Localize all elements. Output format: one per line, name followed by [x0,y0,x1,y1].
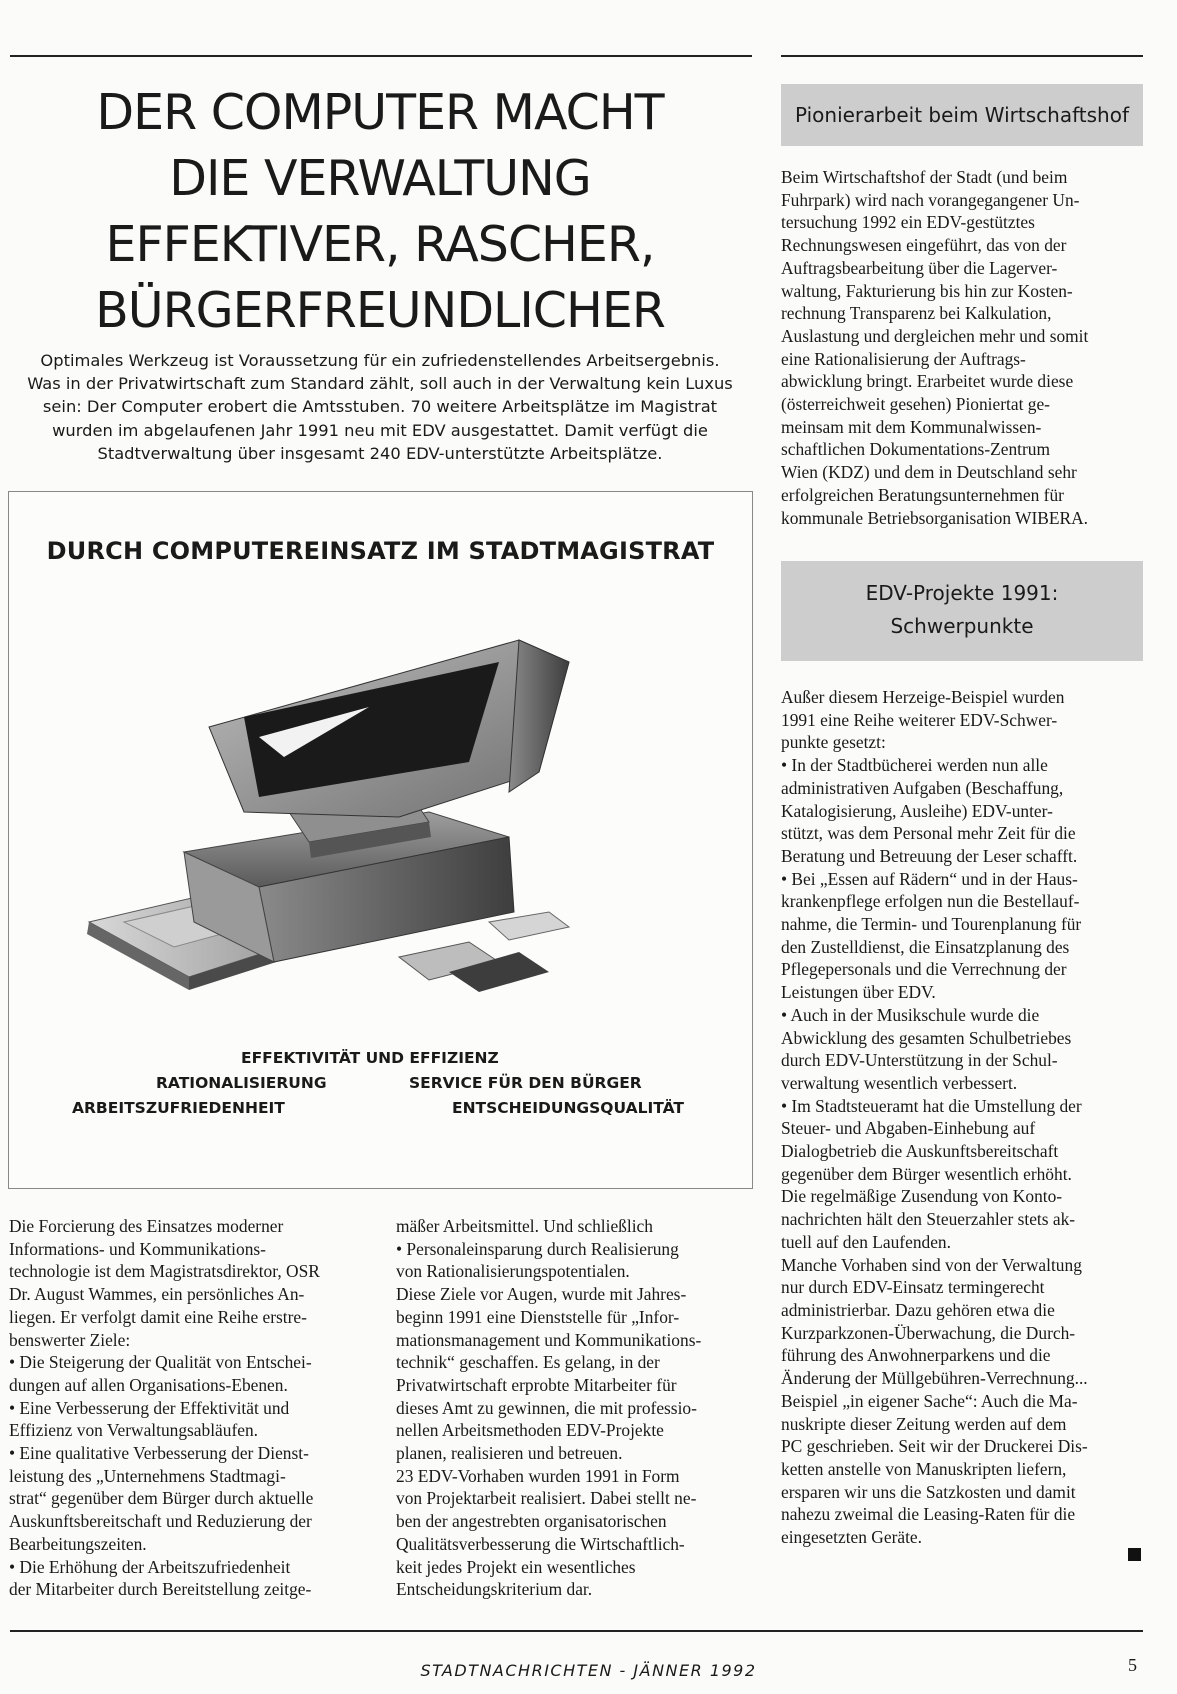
text-line: schaftlichen Dokumentations-Zentrum [781,439,1050,460]
text-line: administrierbar. Dazu gehören etwa die [781,1299,1055,1320]
keyword-arbeitszufriedenheit: ARBEITSZUFRIEDENHEIT [72,1099,285,1117]
text-line: Manche Vorhaben sind von der Verwaltung [781,1254,1082,1275]
lead-line: Was in der Privatwirtschaft zum Standard zählt, soll auch in der Verwaltung kein Luxus [27,374,733,394]
lead-paragraph [8,349,752,465]
sidebar-text-edv-projekte [781,686,1143,1549]
text-line: Beim Wirtschaftshof der Stadt (und beim [781,167,1068,187]
keyword-entscheidungsqualitaet: ENTSCHEIDUNGSQUALITÄT [452,1099,684,1117]
text-line: tersuchung 1992 ein EDV-gestütztes [781,212,1035,233]
lead-line: sein: Der Computer erobert die Amtsstuben. 70 weitere Arbeitsplätze im Magistrat [42,397,718,417]
text-line: verwaltung wesentlich verbessert. [781,1072,1018,1093]
sidebar-box-wirtschaftshof [781,84,1143,146]
text-line: eingesetzten Geräte. [781,1527,922,1548]
lead-line: wurden im abgelaufenen Jahr 1991 neu mit EDV ausgestattet. Damit verfügt die [52,420,708,440]
text-line: tuell auf den Laufenden. [781,1231,951,1252]
text-line: mationsmanagement und Kommunikations- [396,1329,702,1350]
bottom-rule [10,1630,1143,1632]
text-line: mäßer Arbeitsmittel. Und schließlich [396,1216,653,1236]
body-column-left [9,1215,363,1601]
text-line: administrativen Aufgaben (Beschaffung, [781,777,1064,798]
end-of-article-square-icon [1128,1548,1141,1561]
text-line: Auftragsbearbeitung über die Lagerver- [781,257,1058,278]
lead-line: Stadtverwaltung über insgesamt 240 EDV-unterstützte Arbeitsplätze. [97,443,663,463]
text-line: meinsam mit dem Kommunalwissen- [781,416,1042,437]
text-line: • Bei „Essen auf Rädern“ und in der Haus- [781,868,1078,889]
text-line: nahme, die Termin- und Tourenplanung für [781,914,1082,935]
text-line: Dialogbetrieb die Auskunftsbereitschaft [781,1141,1059,1162]
infobox-title: DURCH COMPUTEREINSATZ IM STADTMAGISTRAT [46,537,715,565]
text-line: Auskunftsbereitschaft und Reduzierung der [9,1511,312,1532]
body-column-middle [396,1215,751,1601]
text-line: waltung, Fakturierung bis hin zur Kosten- [781,280,1073,301]
text-line: der Mitarbeiter durch Bereitstellung zeitge- [9,1579,312,1600]
text-line: kommunale Betriebsorganisation WIBERA. [781,507,1089,528]
footer-masthead: STADTNACHRICHTEN - JÄNNER 1992 [420,1661,757,1680]
sidebar-box-edv-projekte [781,561,1143,661]
text-line: stützt, was dem Personal mehr Zeit für die [781,823,1076,844]
text-line: Änderung der Müllgebühren-Verrechnung... [781,1368,1088,1389]
text-line: keit jedes Projekt ein wesentliches [396,1556,636,1577]
text-line: Steuer- und Abgaben-Einhebung auf [781,1118,1036,1139]
text-line-last [781,1526,1143,1549]
text-line: Fuhrpark) wird nach vorangegangener Un- [781,189,1080,210]
text-line: Entscheidungskriterium dar. [396,1579,593,1600]
text-line: Außer diesem Herzeige-Beispiel wurden [781,687,1065,707]
text-line: Diese Ziele vor Augen, wurde mit Jahres- [396,1284,687,1305]
text-line: leistung des „Unternehmens Stadtmagi- [9,1465,286,1486]
text-line: Wien (KDZ) und dem in Deutschland sehr [781,462,1077,483]
keyword-effektivitaet: EFFEKTIVITÄT UND EFFIZIENZ [241,1049,499,1067]
text-line: von Projektarbeit realisiert. Dabei stellt ne- [396,1488,697,1509]
text-line: rechnung Transparenz bei Kalkulation, [781,303,1052,324]
headline [30,80,730,344]
text-line: Informations- und Kommunikations- [9,1238,266,1259]
text-line: führung des Anwohnerparkens und die [781,1345,1051,1366]
text-line: Leistungen über EDV. [781,982,936,1003]
computer-illustration-icon [69,622,669,1022]
text-line: ersparen wir uns die Satzkosten und damit [781,1481,1076,1502]
text-line: Auslastung und dergleichen mehr und somit [781,325,1089,346]
text-line: • Eine qualitative Verbesserung der Dienst- [9,1443,309,1464]
text-line: Beispiel „in eigener Sache“: Auch die Ma- [781,1390,1078,1411]
headline-line: DIE VERWALTUNG [169,150,591,207]
text-line: ben der angestrebten organisatorischen [396,1511,667,1532]
text-line: technologie ist dem Magistratsdirektor, OSR [9,1261,320,1282]
text-line: nellen Arbeitsmethoden EDV-Projekte [396,1420,664,1441]
text-line: technik“ geschaffen. Es gelang, in der [396,1352,660,1373]
text-line: planen, realisieren und betreuen. [396,1443,623,1464]
sidebar-text-wirtschaftshof [781,166,1143,529]
text-line: • Im Stadtsteueramt hat die Umstellung der [781,1095,1082,1116]
headline-line: DER COMPUTER MACHT [96,84,664,141]
text-line: • Die Steigerung der Qualität von Entschei- [9,1352,312,1373]
text-line: beginn 1991 eine Dienststelle für „Infor- [396,1306,680,1327]
text-line: benswerter Ziele: [9,1329,131,1350]
keyword-service: SERVICE FÜR DEN BÜRGER [409,1074,642,1092]
text-line: Effizienz von Verwaltungsabläufen. [9,1420,259,1441]
text-line: gegenüber dem Bürger wesentlich erhöht. [781,1163,1072,1184]
text-line: Katalogisierung, Ausleihe) EDV-unter- [781,800,1053,821]
text-line: abwicklung bringt. Erarbeitet wurde diese [781,371,1074,392]
text-line: Kurzparkzonen-Überwachung, die Durch- [781,1322,1076,1343]
sidebar-box2-line: EDV-Projekte 1991: [865,581,1059,605]
text-line: den Zustelldienst, die Einsatzplanung des [781,936,1070,957]
text-line: Die Forcierung des Einsatzes moderner [9,1216,284,1236]
text-line: • Personaleinsparung durch Realisierung [396,1238,679,1259]
keyword-rationalisierung: RATIONALISIERUNG [156,1074,327,1092]
text-line: Abwicklung des gesamten Schulbetriebes [781,1027,1072,1048]
text-line: punkte gesetzt: [781,732,886,753]
headline-line: EFFEKTIVER, RASCHER, [105,216,655,273]
text-line: krankenpflege erfolgen nun die Bestellauf- [781,891,1080,912]
text-line: • Die Erhöhung der Arbeitszufriedenheit [9,1556,291,1577]
text-line: • In der Stadtbücherei werden nun alle [781,755,1048,776]
text-line: von Rationalisierungspotentialen. [396,1261,630,1282]
text-line: (österreichweit gesehen) Pioniertat ge- [781,394,1050,415]
text-line: nur durch EDV-Einsatz termingerecht [781,1277,1045,1298]
lead-line: Optimales Werkzeug ist Voraussetzung für ein zufriedenstellendes Arbeitsergebnis. [40,351,720,370]
headline-line: BÜRGERFREUNDLICHER [95,282,665,339]
text-line: PC geschrieben. Seit wir der Druckerei Dis- [781,1436,1088,1457]
text-line: nuskripte dieser Zeitung werden auf dem [781,1413,1067,1434]
sidebar-box2-line: Schwerpunkte [890,614,1034,638]
text-line: Rechnungswesen eingeführt, das von der [781,235,1067,256]
text-line: Privatwirtschaft erprobte Mitarbeiter für [396,1374,677,1395]
text-line: • Auch in der Musikschule wurde die [781,1004,1040,1025]
text-line: Die regelmäßige Zusendung von Konto- [781,1186,1063,1207]
text-line: erfolgreichen Beratungsunternehmen für [781,484,1064,505]
text-line: Qualitätsverbesserung die Wirtschaftlich- [396,1533,685,1554]
text-line: Dr. August Wammes, ein persönliches An- [9,1284,305,1305]
text-line: nahezu zweimal die Leasing-Raten für die [781,1504,1076,1525]
text-line: durch EDV-Unterstützung in der Schul- [781,1050,1058,1071]
sidebar-box-title: Pionierarbeit beim Wirtschaftshof [794,103,1129,127]
text-line: • Eine Verbesserung der Effektivität und [9,1397,290,1418]
text-line: 23 EDV-Vorhaben wurden 1991 in Form [396,1465,680,1486]
page-number: 5 [1128,1655,1137,1675]
top-rule-left [10,55,752,57]
infographic-box [8,491,753,1189]
text-line: Bearbeitungszeiten. [9,1533,147,1554]
text-line: Pflegepersonals und die Verrechnung der [781,959,1067,980]
text-line: liegen. Er verfolgt damit eine Reihe erstre- [9,1306,307,1327]
text-line: 1991 eine Reihe weiterer EDV-Schwer- [781,709,1058,730]
top-rule-right [781,55,1143,57]
text-line: eine Rationalisierung der Auftrags- [781,348,1026,369]
text-line: strat“ gegenüber dem Bürger durch aktuelle [9,1488,314,1509]
text-line: ketten anstelle von Manuskripten liefern, [781,1458,1067,1479]
text-line: nachrichten hält den Steuerzahler stets ak- [781,1209,1076,1230]
text-line: Beratung und Betreuung der Leser schafft. [781,845,1078,866]
text-line: dieses Amt zu gewinnen, die mit professio- [396,1397,697,1418]
text-line: dungen auf allen Organisations-Ebenen. [9,1374,288,1395]
